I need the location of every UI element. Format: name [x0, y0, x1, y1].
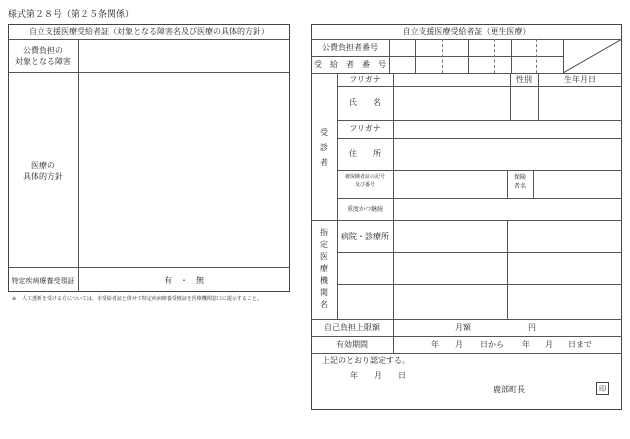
label-payer-number: 公費負担者番号: [322, 43, 378, 52]
patient-group-char: 診: [320, 143, 328, 152]
footnote-mark: ※: [12, 296, 17, 302]
divider: [311, 336, 622, 337]
hospital-name-field[interactable]: [394, 221, 506, 251]
institution-field-3[interactable]: [338, 285, 506, 318]
label-recipient-number: 受 給 者 番 号: [314, 60, 386, 69]
issuer-name: 鹿部町長: [493, 385, 525, 394]
insurance-number-field[interactable]: [394, 171, 506, 197]
label-validity-period: 有効期間: [336, 340, 368, 349]
left-form-title: 自立支援医療受給者証（対象となる障害名及び医療の具体的方針）: [29, 27, 269, 36]
validity-until: 日まで: [568, 340, 592, 349]
copay-monthly: 月額: [455, 323, 471, 332]
divider: [8, 267, 290, 268]
severe-continuous-field[interactable]: [394, 199, 621, 219]
label-target-disability-1: 公費負担の: [23, 46, 63, 55]
label-treatment-plan-2: 具体的方針: [23, 172, 63, 181]
label-furigana: フリガナ: [349, 124, 381, 133]
label-insurer-2: 者名: [513, 183, 526, 190]
label-insurance-number-2: 及び番号: [354, 182, 375, 188]
patient-group-char: 者: [320, 158, 328, 167]
label-insurance-number-1: 被保険者証の記号: [344, 174, 385, 180]
birth-date-field[interactable]: [539, 87, 621, 119]
validity-from: 日から: [480, 340, 504, 349]
form-number: 様式第２８号（第２５条関係）: [8, 10, 135, 20]
institution-group-char: 指: [320, 228, 328, 237]
cert-day: 日: [398, 371, 406, 380]
specific-disease-choice[interactable]: 有 ・ 無: [164, 276, 204, 285]
label-name: 氏 名: [349, 98, 381, 107]
cert-month: 月: [374, 371, 382, 380]
target-disability-field[interactable]: [79, 40, 289, 71]
patient-group-char: 受: [320, 128, 328, 137]
footnote: 人工透析を受ける方については、本受給者証と併せて特定疾病療養受療証を医療機関窓口に提示すること。: [22, 296, 262, 302]
label-severe-continuous: 重度かつ継続: [346, 206, 383, 213]
label-furigana: フリガナ: [349, 75, 381, 84]
seal-icon: 印: [599, 385, 606, 393]
institution-field-2[interactable]: [338, 253, 506, 283]
institution-group-char: 名: [320, 300, 328, 309]
label-address: 住 所: [349, 149, 381, 158]
patient-name-field[interactable]: [394, 74, 509, 119]
label-target-disability-2: 対象となる障害: [15, 57, 71, 66]
label-insurer-1: 保険: [513, 174, 526, 181]
address-field[interactable]: [394, 139, 621, 169]
validity-month-from: 月: [455, 340, 463, 349]
certify-text: 上記のとおり認定する。: [322, 356, 410, 365]
diagonal-cross-out: [563, 39, 622, 73]
institution-group-char: 医: [320, 252, 328, 261]
label-sex: 性別: [516, 75, 532, 84]
seal-box: [596, 382, 609, 395]
sex-field[interactable]: [511, 87, 537, 119]
validity-year-from: 年: [431, 340, 439, 349]
institution-group-char: 療: [320, 264, 328, 273]
copay-amount-field[interactable]: [476, 320, 524, 335]
institution-group-char: 機: [320, 276, 328, 285]
label-specific-disease: 特定疾病療養受領証: [11, 277, 75, 285]
label-birth-date: 生年月日: [564, 75, 596, 84]
address-furigana-field[interactable]: [394, 121, 621, 137]
label-treatment-plan-1: 医療の: [31, 161, 55, 170]
institution-group-char: 定: [320, 240, 328, 249]
validity-month-to: 月: [545, 340, 553, 349]
right-form-title: 自立支援医療受給者証（更生医療）: [402, 27, 531, 36]
insurer-name-field[interactable]: [534, 171, 621, 197]
label-hospital-clinic: 病院・診療所: [341, 232, 389, 241]
validity-year-to: 年: [522, 340, 530, 349]
copay-yen: 円: [528, 323, 536, 332]
label-copay-limit: 自己負担上限額: [324, 323, 380, 332]
recipient-number-field[interactable]: [390, 57, 562, 72]
institution-group-char: 関: [320, 288, 328, 297]
hospital-address-field[interactable]: [508, 221, 621, 251]
payer-number-field[interactable]: [390, 40, 562, 55]
divider: [311, 319, 622, 320]
cert-year: 年: [350, 371, 358, 380]
treatment-plan-field[interactable]: [79, 73, 289, 266]
divider: [311, 353, 622, 354]
